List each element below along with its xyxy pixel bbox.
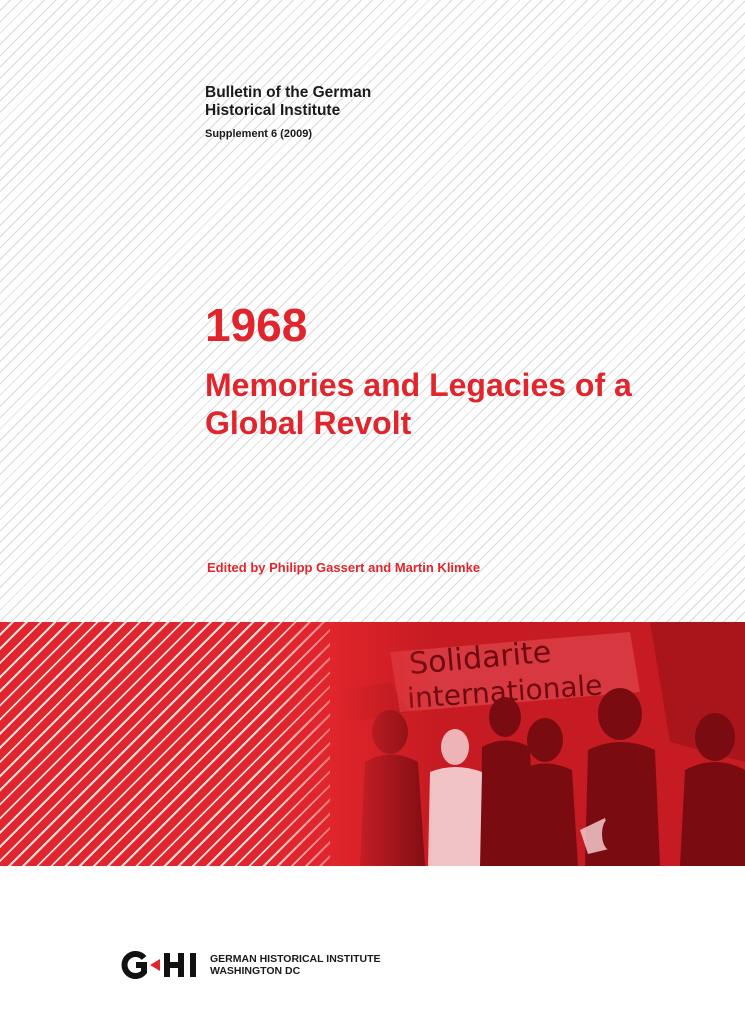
- series-supplement: Supplement 6 (2009): [205, 128, 312, 140]
- publisher-name-line1: GERMAN HISTORICAL INSTITUTE: [210, 953, 381, 965]
- protest-photo: [330, 622, 745, 866]
- title-year: 1968: [205, 299, 308, 351]
- band-hatch-pattern: [0, 622, 380, 866]
- title-block: [205, 300, 695, 442]
- publisher-name-line2: WASHINGTON DC: [210, 965, 301, 977]
- publisher-name: [210, 953, 381, 977]
- publisher-logo: [120, 950, 381, 980]
- red-photo-band: [0, 622, 745, 866]
- title-main: Memories and Legacies of a Global Revolt: [205, 367, 632, 441]
- series-title: Bulletin of the German Historical Institute: [205, 84, 372, 119]
- editors-line: Edited by Philipp Gassert and Martin Klimke: [207, 560, 481, 575]
- ghi-logo-icon: [120, 950, 202, 980]
- series-block: [205, 84, 405, 140]
